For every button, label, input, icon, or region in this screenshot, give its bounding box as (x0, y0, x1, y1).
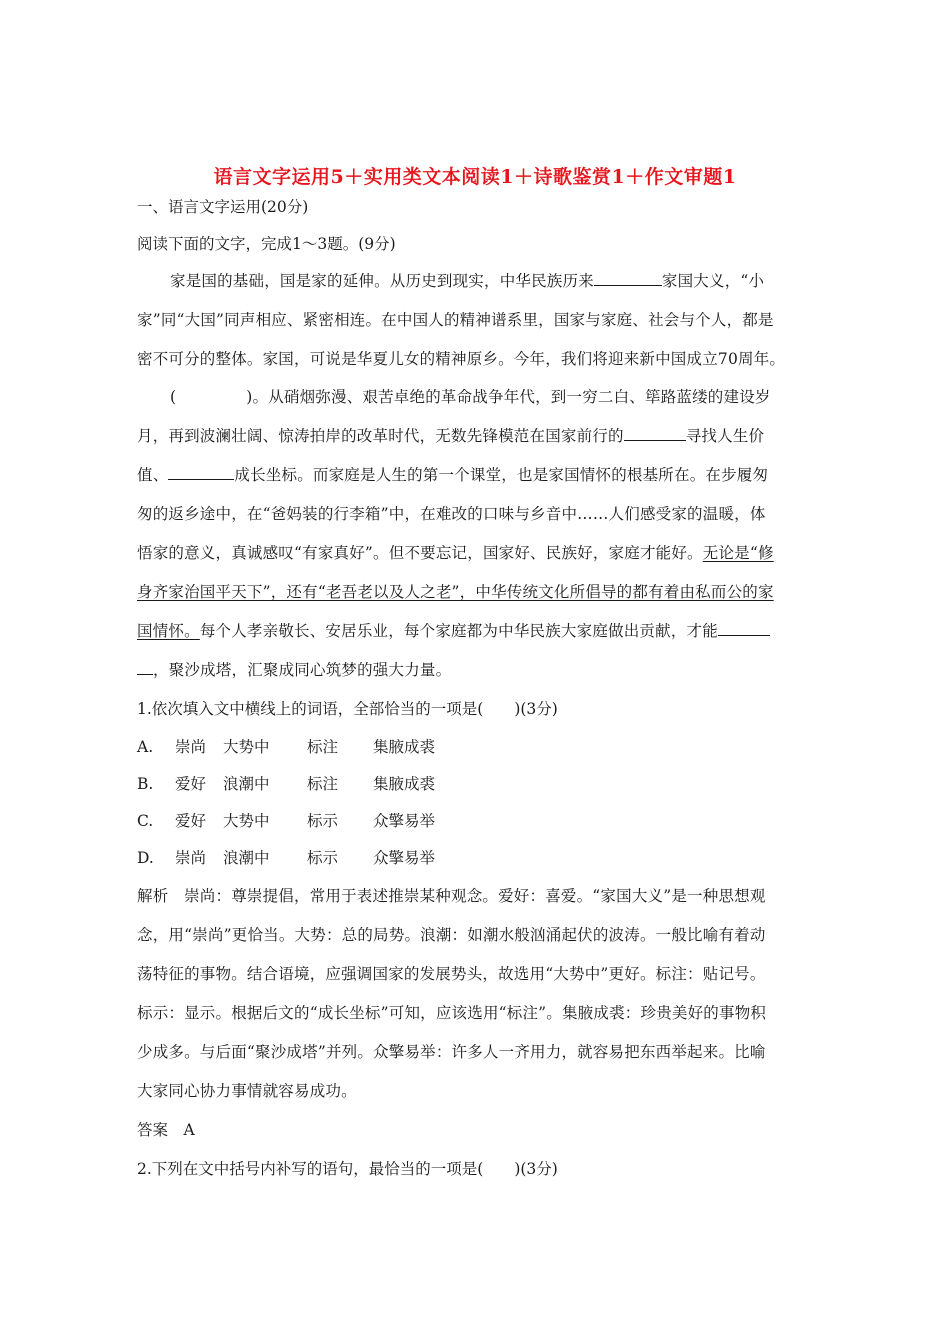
passage-line (137, 424, 817, 446)
passage-line (170, 385, 850, 407)
option-word: 爱好 (175, 812, 207, 830)
passage-line: 家”同“大国”同声相应、紧密相连。在中国人的精神谱系里，国家与家庭、社会与个人，都是 (137, 311, 774, 329)
section-heading: 一、语言文字运用(20分) (137, 198, 309, 216)
passage-text: 值、 (137, 466, 169, 484)
passage-text: 成长坐标。而家庭是人生的第一个课堂，也是家国情怀的根基所在。在步履匆 (234, 466, 769, 484)
passage-line (137, 619, 817, 641)
bracket-open: ( (170, 388, 177, 406)
passage-text: 每个人孝亲敬长、安居乐业，每个家庭都为中华民族大家庭做出贡献，才能 (199, 622, 718, 640)
passage-text: 悟家的意义，真诚感叹“有家真好”。但不要忘记，国家好、民族好，家庭才能好。 (137, 544, 703, 562)
underlined-sentence: 国情怀。 (137, 622, 200, 640)
option-word: 集腋成裘 (373, 738, 436, 756)
fill-blank (718, 621, 770, 636)
option-key: C. (137, 812, 154, 830)
option-word: 浪潮中 (223, 775, 270, 793)
option-a (137, 735, 817, 757)
option-word: 标示 (307, 849, 339, 867)
option-b (137, 772, 817, 794)
option-word: 众擎易举 (373, 849, 436, 867)
question-2-stem: 2.下列在文中括号内补写的语句，最恰当的一项是( )(3分) (137, 1160, 558, 1178)
option-key: B. (137, 775, 154, 793)
option-key: D. (137, 849, 154, 867)
option-key: A. (137, 738, 154, 756)
underlined-sentence: 无论是“修 (702, 544, 774, 562)
analysis-line: 少成多。与后面“聚沙成塔”并列。众擎易举：许多人一齐用力，就容易把东西举起来。比喻 (137, 1043, 766, 1061)
passage-text: ，聚沙成塔，汇聚成同心筑梦的强大力量。 (153, 661, 452, 679)
passage-text: 家是国的基础，国是家的延伸。从历史到现实，中华民族历来 (170, 272, 594, 290)
option-word: 标示 (307, 812, 339, 830)
underlined-sentence: 身齐家治国平天下”，还有“老吾老以及人之老”，中华传统文化所倡导的都有着由私而公的家 (137, 583, 774, 601)
option-word: 崇尚 (175, 849, 207, 867)
analysis-line: 念，用“崇尚”更恰当。大势：总的局势。浪潮：如潮水般汹涌起伏的波涛。一般比喻有着动 (137, 926, 766, 944)
option-word: 集腋成裘 (373, 775, 436, 793)
passage-line (170, 269, 850, 291)
passage-text: 家国大义，“小 (661, 272, 765, 290)
option-word: 崇尚 (175, 738, 207, 756)
fill-blank (137, 660, 153, 675)
option-word: 众擎易举 (373, 812, 436, 830)
fill-blank (624, 426, 686, 441)
option-d (137, 846, 817, 868)
passage-line: 密不可分的整体。家国，可说是华夏儿女的精神原乡。今年，我们将迎来新中国成立70周年。 (137, 350, 786, 368)
option-c (137, 809, 817, 831)
document-title: 语言文字运用5＋实用类文本阅读1＋诗歌鉴赏1＋作文审题1 (213, 166, 737, 188)
answer-line: 答案 A (137, 1121, 195, 1139)
passage-line (137, 463, 817, 485)
reading-instruction: 阅读下面的文字，完成1～3题。(9分) (137, 235, 396, 253)
passage-line (137, 541, 817, 563)
analysis-line: 解析 崇尚：尊崇提倡，常用于表述推崇某种观念。爱好：喜爱。“家国大义”是一种思想观 (137, 887, 766, 905)
fill-blank (168, 465, 234, 480)
question-1-stem: 1.依次填入文中横线上的词语，全部恰当的一项是( )(3分) (137, 700, 558, 718)
passage-line: 匆的返乡途中，在“爸妈装的行李箱”中，在难改的口味与乡音中……人们感受家的温暖，体 (137, 505, 766, 523)
option-word: 爱好 (175, 775, 207, 793)
option-word: 标注 (307, 738, 339, 756)
option-word: 浪潮中 (223, 849, 270, 867)
passage-line (137, 658, 817, 680)
passage-text: 寻找人生价 (685, 427, 765, 445)
analysis-line: 标示：显示。根据后文的“成长坐标”可知，应该选用“标注”。集腋成裘：珍贵美好的事物积 (137, 1004, 767, 1022)
option-word: 标注 (307, 775, 339, 793)
analysis-line: 荡特征的事物。结合语境，应强调国家的发展势头，故选用“大势中”更好。标注：贴记号。 (137, 965, 766, 983)
fill-blank (594, 271, 662, 286)
option-word: 大势中 (223, 812, 270, 830)
analysis-line: 大家同心协力事情就容易成功。 (137, 1082, 357, 1100)
passage-text: )。从硝烟弥漫、艰苦卓绝的革命战争年代，到一穷二白、筚路蓝缕的建设岁 (246, 388, 771, 406)
option-word: 大势中 (223, 738, 270, 756)
passage-text: 月，再到波澜壮阔、惊涛拍岸的改革时代，无数先锋模范在国家前行的 (137, 427, 624, 445)
